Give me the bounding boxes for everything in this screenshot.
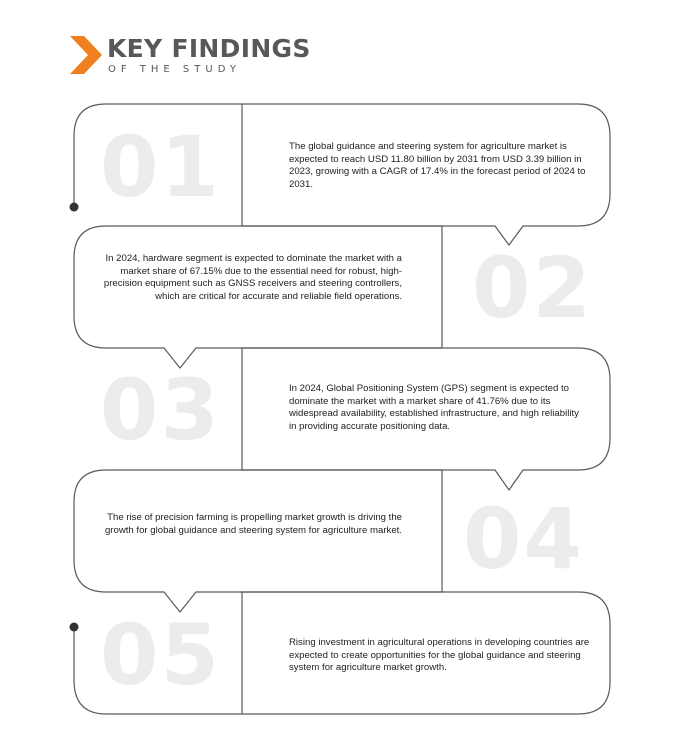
- finding-3-text: In 2024, Global Positioning System (GPS) segment is expected to dominate the market with a market share of 41.76% due to its widespread availability, established infrastructure, and high reliability in providing accurate positioning data.: [289, 383, 579, 432]
- finding-1-text: The global guidance and steering system for agriculture market is expected to reach USD 11.80 billion by 2031 from USD 3.39 billion in 2023, growing with a CAGR of 17.4% in the forecast period of 2024 to 2031.: [289, 141, 586, 190]
- finding-4-text: The rise of precision farming is propelling market growth is driving the growth for global guidance and steering system for agriculture market.: [104, 512, 402, 536]
- finding-4-outline: [74, 470, 442, 612]
- finding-5-text: Rising investment in agricultural operations in developing countries are expected to create opportunities for the global guidance and steering system for agriculture market growth.: [289, 637, 590, 674]
- page-title: KEY FINDINGS: [107, 34, 311, 63]
- finding-3-number: 03: [100, 361, 221, 459]
- finding-5-number: 05: [100, 606, 221, 704]
- finding-2-text: In 2024, hardware segment is expected to dominate the market with a market share of 67.15% due to the essential need for robust, high-precision equipment such as GNSS receivers and steering controllers, which are critical for accurate and reliable field operations.: [103, 253, 402, 302]
- timeline-end-dot: [70, 623, 79, 632]
- finding-1-number: 01: [100, 118, 221, 216]
- finding-2-number: 02: [472, 239, 593, 337]
- logo-chevron-icon: [70, 36, 102, 74]
- timeline-start-dot: [70, 203, 79, 212]
- finding-4-number: 04: [463, 490, 584, 588]
- page-subtitle: OF THE STUDY: [108, 64, 241, 75]
